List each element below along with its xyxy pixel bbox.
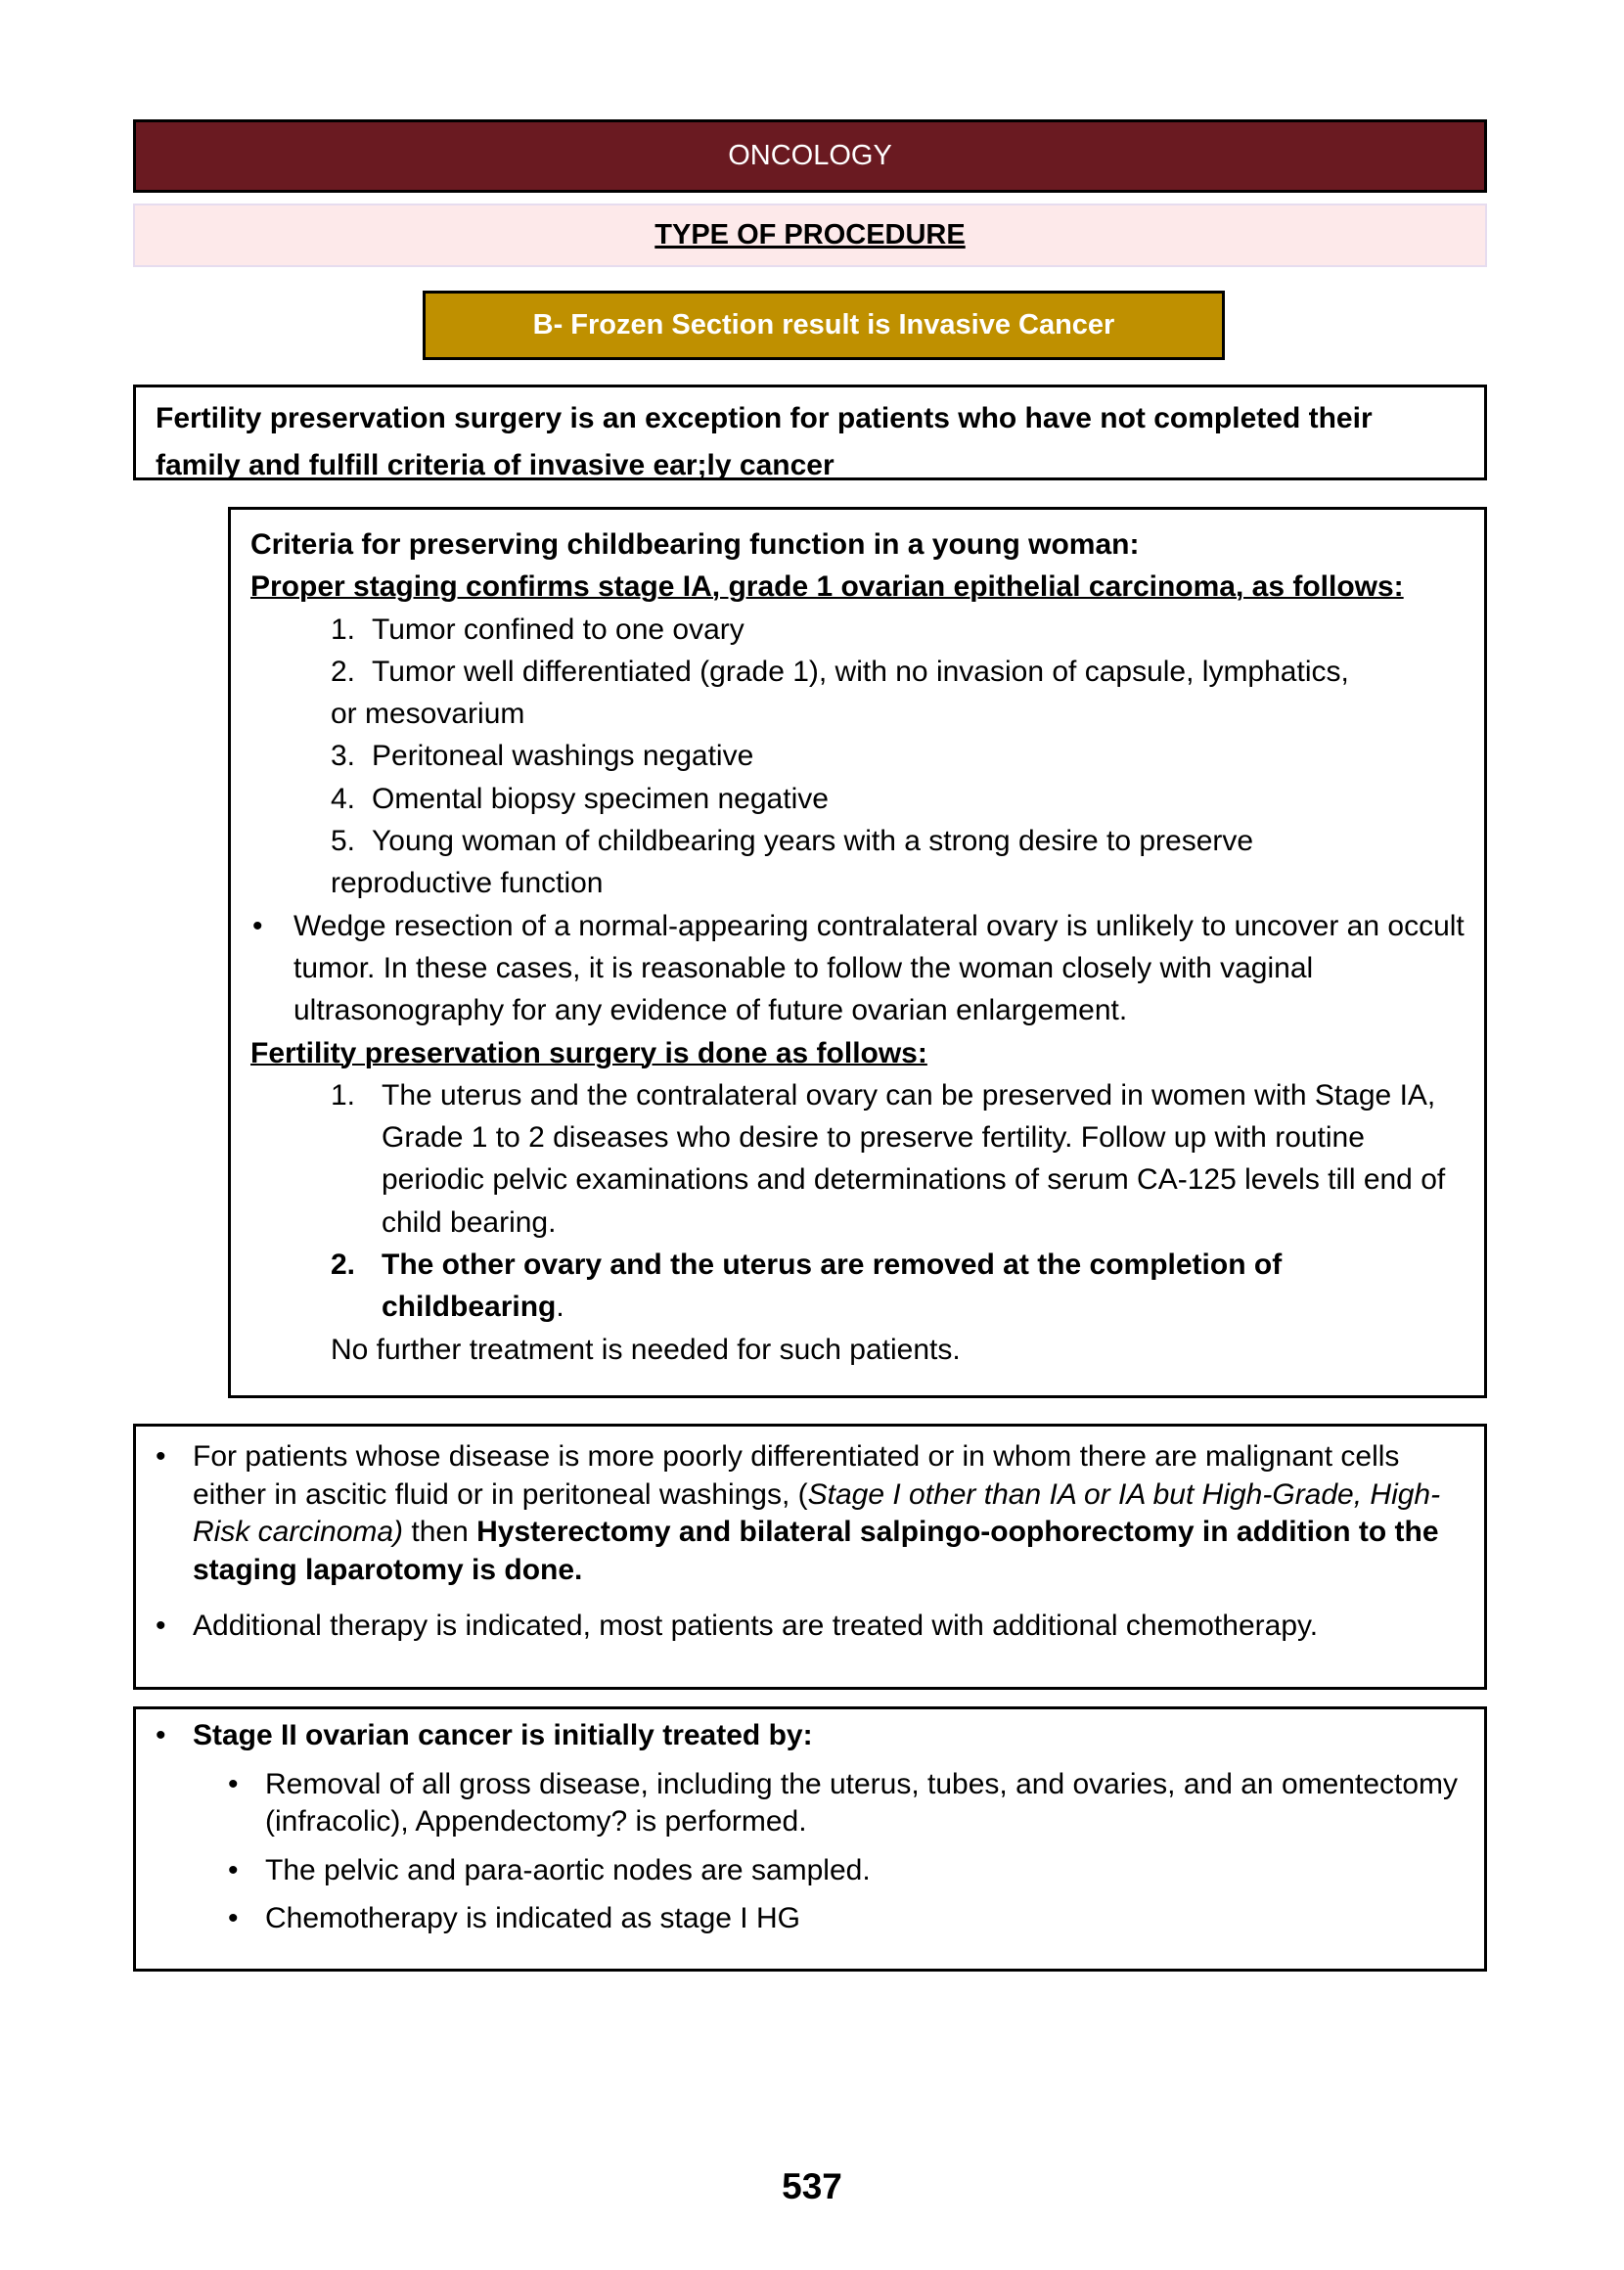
bullet-icon: •	[228, 1767, 239, 1800]
stage2-heading: Stage II ovarian cancer is initially treated by:	[193, 1719, 813, 1751]
surgery-step	[331, 1244, 1466, 1329]
item-text: Additional therapy is indicated, most patients are treated with additional chemotherapy.	[193, 1610, 1319, 1642]
item-text: Chemotherapy is indicated as stage I HG	[265, 1902, 800, 1934]
list-item	[156, 1717, 1463, 1755]
item-text: Peritoneal washings negative	[372, 740, 754, 773]
step-number: 2.	[331, 1248, 356, 1282]
item-text: Omental biopsy specimen negative	[372, 782, 829, 815]
section-banner	[133, 119, 1487, 193]
item-number: 5.	[331, 825, 356, 858]
item-text: Tumor confined to one ovary	[372, 613, 744, 646]
surgery-steps	[250, 1074, 1466, 1329]
surgery-heading: Fertility preservation surgery is done as follows:	[250, 1036, 927, 1069]
bullet-icon: •	[228, 1902, 239, 1934]
item-text: then	[403, 1516, 477, 1548]
bullet-icon: •	[156, 1440, 166, 1473]
bullet-icon: •	[252, 909, 263, 942]
subtitle-bar	[133, 204, 1487, 267]
item-number: 4.	[331, 782, 356, 815]
criteria-box	[228, 507, 1487, 1398]
step-text: The uterus and the contralateral ovary can be preserved in women with Stage IA, Grade 1 to 2 diseases who desire to preserve fertility. Follow up with routine periodic pelvic examinations and determinations of serum CA-125 levels till end of child bearing.	[382, 1078, 1446, 1239]
case-label-box	[423, 291, 1225, 360]
item-text: The pelvic and para-aortic nodes are sampled.	[265, 1853, 871, 1886]
stage2-sublist	[156, 1766, 1463, 1938]
item-number: 1.	[331, 613, 356, 646]
list-item	[228, 1900, 1463, 1938]
step-suffix: .	[556, 1291, 564, 1324]
case-label: B- Frozen Section result is Invasive Cancer	[532, 309, 1115, 340]
criteria-item-continuation: or mesovarium	[331, 698, 525, 731]
step-number: 1.	[331, 1078, 356, 1112]
criteria-item	[331, 651, 1466, 693]
item-text: For patients whose disease is more poorly differentiated or in whom there are malignant cells either in ascitic fluid or in peritoneal washings, (	[193, 1440, 1400, 1511]
criteria-heading: Criteria for preserving childbearing function in a young woman:	[250, 528, 1140, 561]
list-item	[156, 1608, 1463, 1646]
wedge-resection-bullet	[250, 905, 1466, 1032]
procedure-heading: TYPE OF PROCEDURE	[654, 219, 966, 250]
list-item	[228, 1852, 1463, 1890]
item-text: Young woman of childbearing years with a strong desire to preserve	[372, 825, 1254, 858]
item-number: 2.	[331, 655, 356, 688]
item-number: 3.	[331, 740, 356, 773]
criteria-item	[331, 735, 1466, 777]
bullet-text: Wedge resection of a normal-appearing contralateral ovary is unlikely to uncover an occult tumor. In these cases, it is reasonable to follow the woman closely with vaginal ultrasonography for any evidence of future ovarian enlargement.	[293, 909, 1465, 1027]
closing-note: No further treatment is needed for such patients.	[331, 1333, 961, 1366]
page-number: 537	[782, 2166, 842, 2206]
step-text: The other ovary and the uterus are removed at the completion of childbearing	[382, 1248, 1283, 1324]
item-text: Removal of all gross disease, including the uterus, tubes, and ovaries, and an omentectomy (infracolic), Appendectomy? is performed.	[265, 1767, 1459, 1838]
item-italic-text: Stage I other than IA or IA but High-Grade, High-Risk carcinoma)	[193, 1477, 1441, 1548]
list-item	[156, 1438, 1463, 1589]
stage2-box	[133, 1706, 1487, 1972]
surgery-step	[331, 1074, 1466, 1244]
high-grade-box	[133, 1424, 1487, 1690]
intro-text: Fertility preservation surgery is an exception for patients who have not completed their family and fulfill criteria of invasive ear;ly cancer	[156, 402, 1373, 481]
bullet-icon: •	[156, 1610, 166, 1642]
criteria-item-continuation: reproductive function	[331, 867, 604, 900]
bullet-icon: •	[228, 1853, 239, 1886]
criteria-item	[331, 609, 1466, 651]
item-text: Tumor well differentiated (grade 1), with no invasion of capsule, lymphatics,	[372, 655, 1349, 688]
section-title: ONCOLOGY	[728, 140, 892, 171]
criteria-item	[331, 820, 1466, 862]
intro-box	[133, 385, 1487, 480]
criteria-item	[331, 778, 1466, 820]
item-bold-text: Hysterectomy and bilateral salpingo-oophorectomy in addition to the staging laparotomy is done.	[193, 1516, 1439, 1586]
criteria-subheading: Proper staging confirms stage IA, grade 1 ovarian epithelial carcinoma, as follows:	[250, 570, 1404, 604]
list-item	[228, 1766, 1463, 1841]
bullet-icon: •	[156, 1719, 166, 1751]
criteria-list	[250, 609, 1466, 905]
